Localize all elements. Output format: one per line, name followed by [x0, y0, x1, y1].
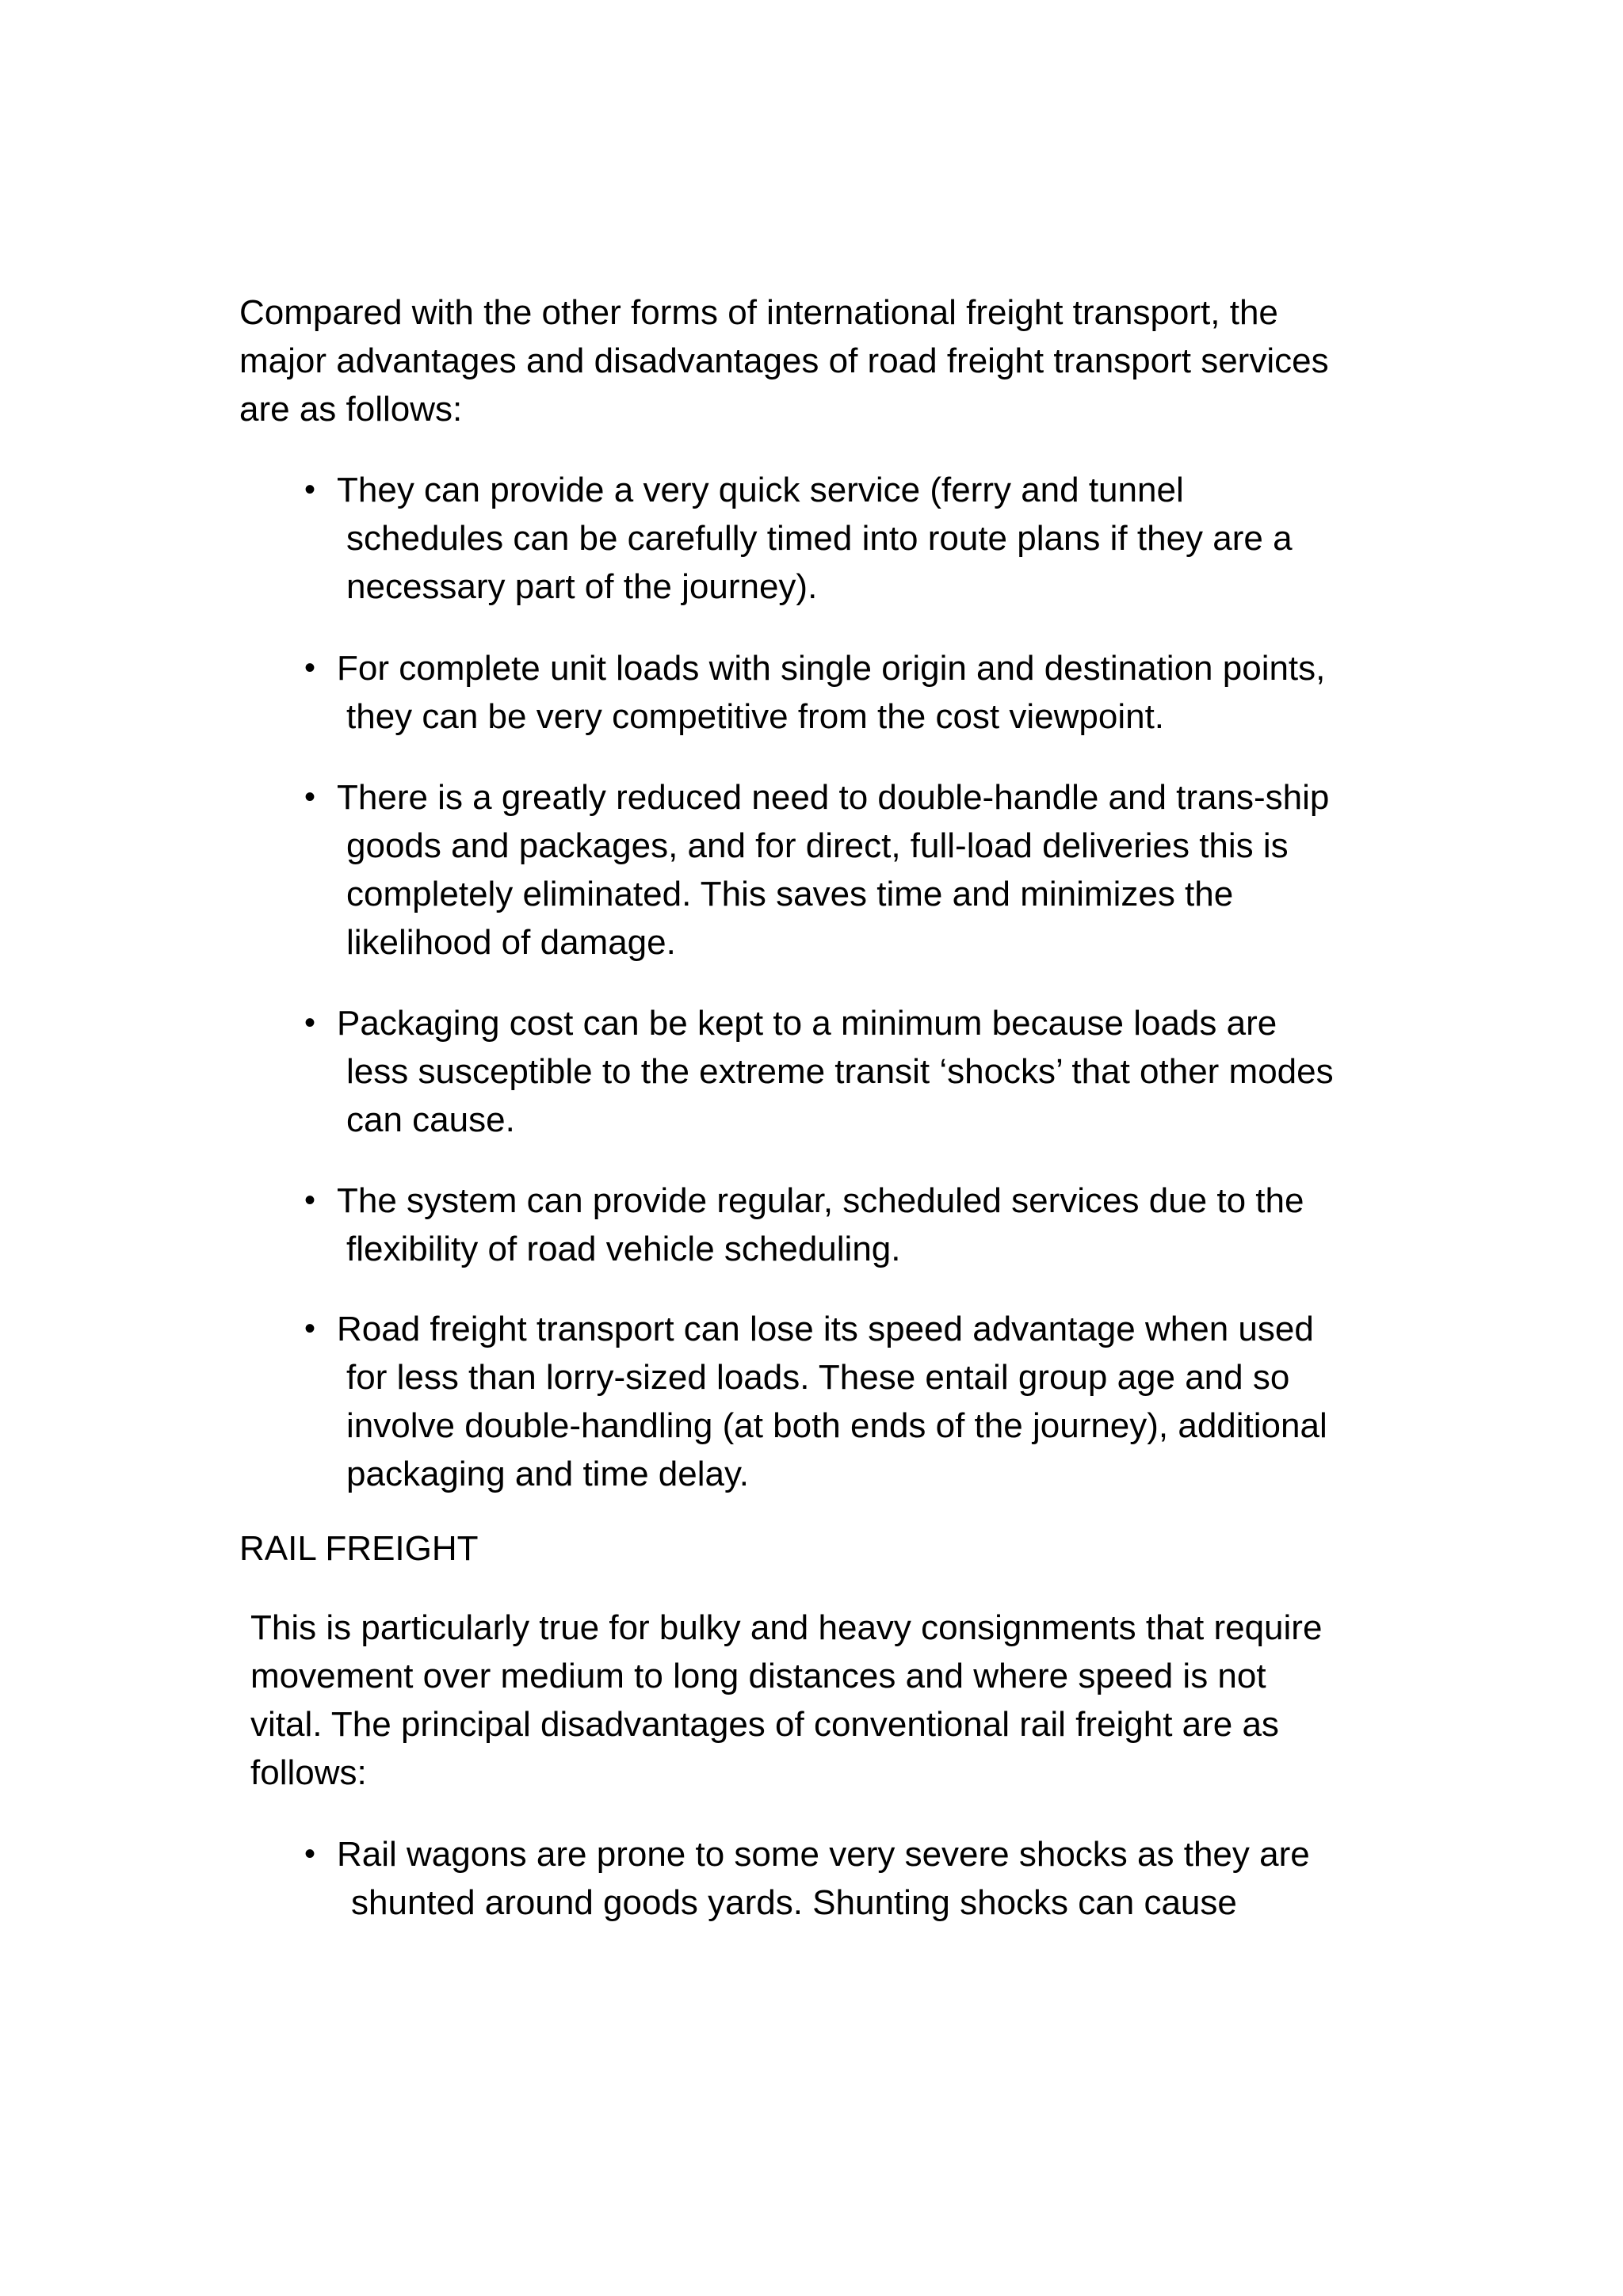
text-line: Road freight transport can lose its speed advantage when used	[337, 1310, 1314, 1348]
text-line: shunted around goods yards. Shunting shocks can cause	[351, 1883, 1237, 1922]
text-line: less susceptible to the extreme transit ‘shocks’ that other modes	[346, 1052, 1334, 1091]
text-line: There is a greatly reduced need to double-handle and trans-ship	[337, 778, 1330, 817]
text-line: for less than lorry-sized loads. These entail group age and so	[346, 1358, 1290, 1397]
text-line: involve double-handling (at both ends of the journey), additional	[346, 1406, 1327, 1445]
text-line: they can be very competitive from the cost viewpoint.	[346, 697, 1165, 736]
text-line: Rail wagons are prone to some very severe shocks as they are	[337, 1835, 1310, 1874]
text-line: are as follows:	[239, 390, 463, 429]
text-line: completely eliminated. This saves time and minimizes the	[346, 875, 1234, 913]
list-item	[304, 1830, 1310, 1927]
text-line: likelihood of damage.	[346, 923, 676, 962]
text-line: This is particularly true for bulky and heavy consignments that require	[250, 1608, 1323, 1647]
text-line: necessary part of the journey).	[346, 567, 818, 606]
text-line: The system can provide regular, scheduled services due to the	[337, 1181, 1304, 1220]
text-line: flexibility of road vehicle scheduling.	[346, 1230, 901, 1268]
text-line: can cause.	[346, 1100, 515, 1139]
bullet-icon: •	[304, 650, 316, 685]
list-item	[304, 1177, 1304, 1273]
list-item	[304, 1305, 1327, 1498]
text-line: follows:	[250, 1753, 367, 1792]
text-line: goods and packages, and for direct, full-load deliveries this is	[346, 826, 1289, 865]
text-line: schedules can be carefully timed into route plans if they are a	[346, 519, 1293, 558]
intro-paragraph	[239, 288, 1329, 433]
list-item	[304, 999, 1334, 1144]
bullet-icon: •	[304, 1836, 316, 1871]
list-item	[304, 466, 1293, 611]
text-line: For complete unit loads with single origin and destination points,	[337, 649, 1326, 688]
text-line: movement over medium to long distances and where speed is not	[250, 1657, 1266, 1695]
rail-intro-paragraph	[250, 1604, 1322, 1797]
text-line: vital. The principal disadvantages of conventional rail freight are as	[250, 1705, 1279, 1744]
text-line: They can provide a very quick service (ferry and tunnel	[337, 471, 1184, 509]
bullet-icon: •	[304, 1311, 316, 1346]
section-heading: RAIL FREIGHT	[239, 1529, 479, 1568]
text-line: Compared with the other forms of international freight transport, the	[239, 293, 1278, 332]
text-line: Packaging cost can be kept to a minimum because loads are	[337, 1004, 1277, 1043]
list-item	[304, 773, 1330, 967]
list-item	[304, 644, 1326, 741]
bullet-icon: •	[304, 780, 316, 814]
text-line: major advantages and disadvantages of road freight transport services	[239, 341, 1329, 380]
bullet-icon: •	[304, 1005, 316, 1040]
bullet-icon: •	[304, 472, 316, 507]
bullet-icon: •	[304, 1183, 316, 1218]
text-line: packaging and time delay.	[346, 1455, 749, 1493]
